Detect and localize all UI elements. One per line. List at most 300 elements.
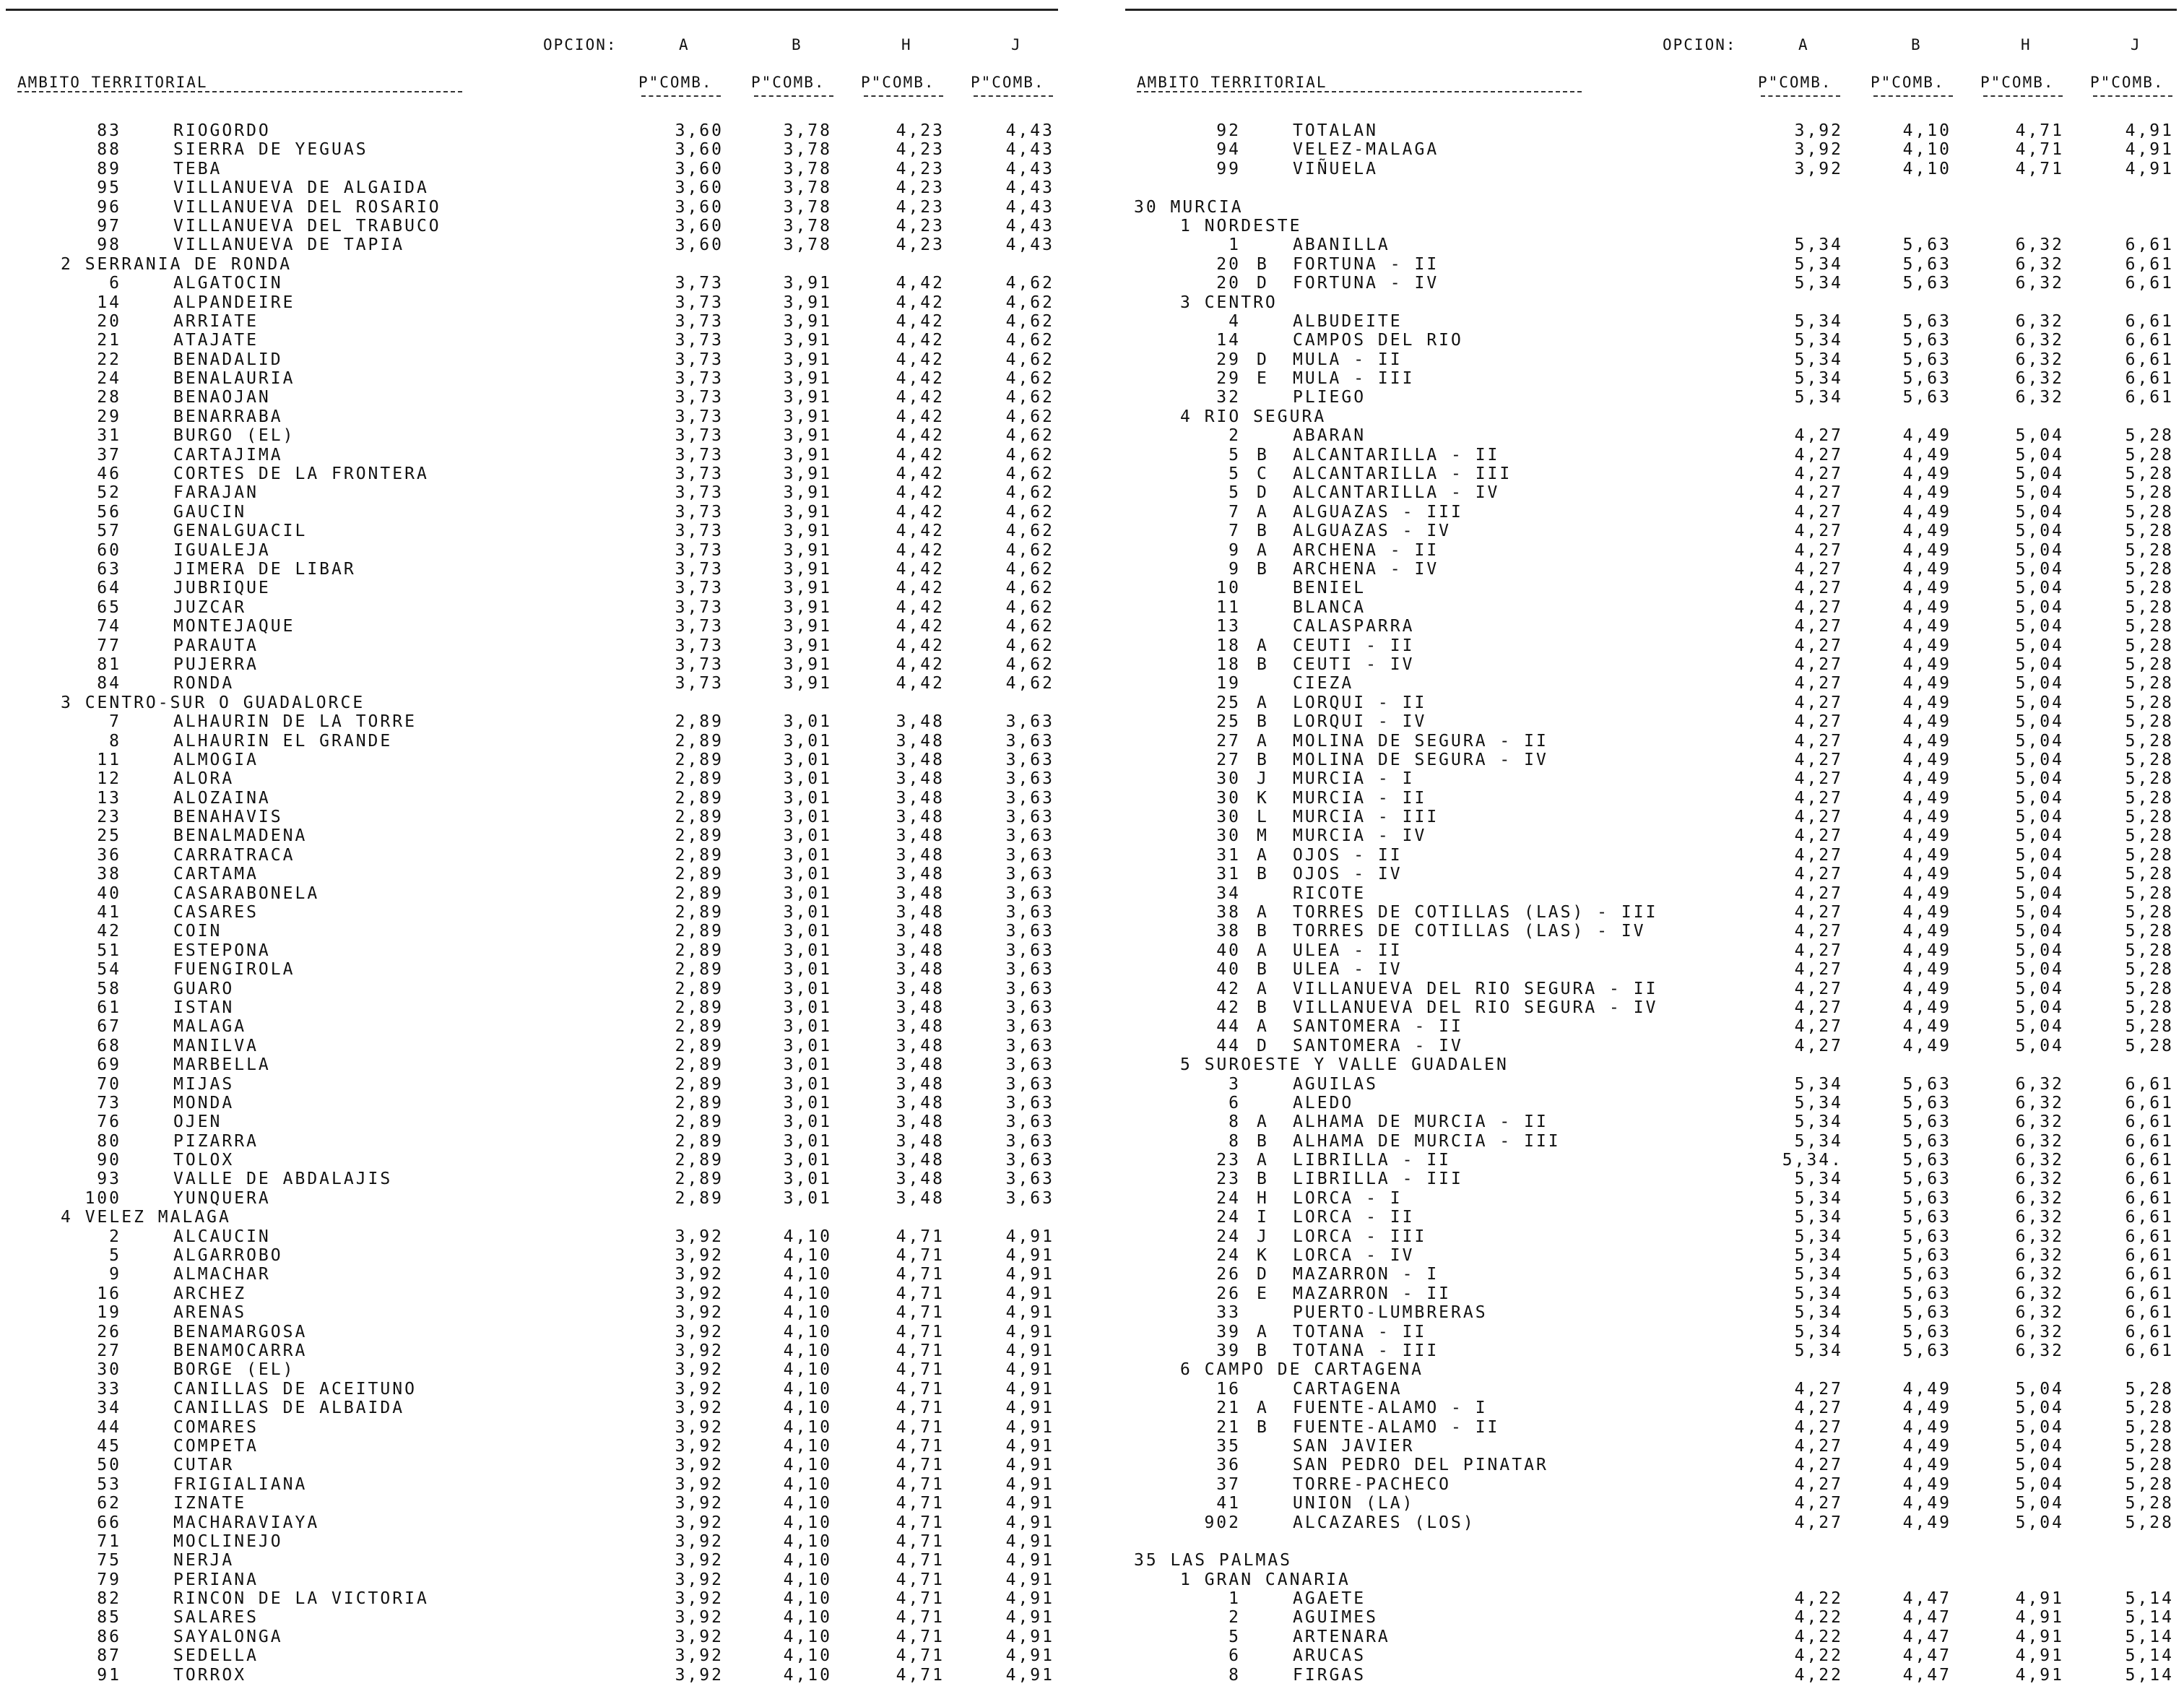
value-j: 5,28: [2125, 845, 2174, 865]
value-h: 5,04: [2015, 579, 2064, 598]
value-j: 3,63: [1005, 960, 1054, 980]
municipality-code: 41: [97, 903, 121, 922]
value-h: 4,42: [896, 464, 945, 484]
value-h: 5,04: [2015, 674, 2064, 693]
value-b: 4,49: [1902, 922, 1951, 941]
municipality-code: 32: [1216, 388, 1241, 407]
municipality-name: CASARES: [173, 903, 259, 922]
value-b: 3,01: [783, 1017, 832, 1037]
value-j: 5,28: [2125, 865, 2174, 884]
municipality-code: 25: [97, 826, 121, 846]
value-j: 4,62: [1005, 293, 1054, 312]
table-row: [0, 980, 1065, 998]
value-j: 4,62: [1005, 311, 1054, 331]
municipality-name: BENAMARGOSA: [173, 1322, 308, 1341]
municipality-name: MANILVA: [173, 1036, 259, 1055]
municipality-code: 31: [1216, 865, 1241, 884]
table-row: [1119, 903, 2184, 922]
value-h: 3,48: [896, 826, 945, 846]
header-underline: [1137, 91, 1582, 92]
municipality-name: MONDA: [173, 1093, 235, 1112]
municipality-code: 6: [1228, 1646, 1241, 1666]
value-b: 3,01: [783, 960, 832, 980]
table-row: [0, 1112, 1065, 1131]
value-b: 4,47: [1902, 1627, 1951, 1646]
value-j: 3,63: [1005, 788, 1054, 808]
value-h: 4,71: [896, 1379, 945, 1399]
value-j: 3,63: [1005, 845, 1054, 865]
value-a: 4,27: [1794, 559, 1843, 579]
value-h: 5,04: [2015, 693, 2064, 712]
code-suffix: B: [1257, 998, 1269, 1017]
value-b: 4,10: [783, 1436, 832, 1456]
municipality-code: 42: [97, 922, 121, 941]
value-j: 5,28: [2125, 1036, 2174, 1055]
municipality-code: 8: [1228, 1131, 1241, 1151]
value-j: 6,61: [2125, 1074, 2174, 1094]
value-a: 4,27: [1794, 979, 1843, 998]
value-a: 3,92: [675, 1474, 724, 1494]
table-row: [0, 1513, 1065, 1532]
municipality-code: 5: [1228, 1627, 1241, 1646]
value-a: 3,60: [675, 121, 724, 140]
code-suffix: A: [1257, 1322, 1269, 1341]
municipality-name: ALHAMA DE MURCIA - II: [1293, 1112, 1548, 1132]
value-a: 3,73: [675, 445, 724, 464]
municipality-name: PERIANA: [173, 1570, 259, 1589]
municipality-name: IGUALEJA: [173, 540, 271, 560]
value-h: 6,32: [2015, 1227, 2064, 1246]
value-b: 3,01: [783, 1151, 832, 1170]
value-j: 3,63: [1005, 712, 1054, 732]
value-j: 3,63: [1005, 941, 1054, 960]
value-b: 4,49: [1902, 693, 1951, 712]
value-b: 5,63: [1902, 369, 1951, 389]
value-b: 5,63: [1902, 1208, 1951, 1227]
code-suffix: B: [1257, 960, 1269, 980]
value-b: 4,10: [1902, 121, 1951, 140]
value-a: 4,27: [1794, 636, 1843, 655]
table-row: [1119, 884, 2184, 903]
value-b: 4,49: [1902, 674, 1951, 693]
value-b: 5,63: [1902, 1284, 1951, 1303]
header-underline: [641, 95, 721, 97]
code-suffix: E: [1257, 369, 1269, 389]
code-suffix: B: [1257, 1341, 1269, 1360]
value-a: 4,27: [1794, 597, 1843, 617]
value-b: 3,01: [783, 941, 832, 960]
value-h: 4,42: [896, 579, 945, 598]
value-j: 6,61: [2125, 1341, 2174, 1360]
value-j: 3,63: [1005, 1055, 1054, 1075]
value-h: 4,42: [896, 445, 945, 464]
value-a: 3,73: [675, 388, 724, 407]
table-row: [0, 884, 1065, 903]
value-h: 5,04: [2015, 1017, 2064, 1037]
code-suffix: C: [1257, 464, 1269, 484]
value-b: 4,10: [783, 1399, 832, 1418]
municipality-code: 25: [1216, 693, 1241, 712]
municipality-code: 58: [97, 979, 121, 998]
value-j: 4,91: [1005, 1589, 1054, 1609]
value-b: 5,63: [1902, 1265, 1951, 1284]
value-j: 6,61: [2125, 1265, 2174, 1284]
municipality-name: ALGARROBO: [173, 1246, 283, 1266]
municipality-code: 85: [97, 1608, 121, 1628]
municipality-name: ALHAURIN EL GRANDE: [173, 731, 393, 751]
value-b: 4,10: [1902, 140, 1951, 160]
header-underline: [17, 91, 462, 92]
code-suffix: A: [1257, 1112, 1269, 1132]
value-b: 4,10: [783, 1551, 832, 1570]
value-a: 4,27: [1794, 712, 1843, 732]
municipality-code: 23: [97, 808, 121, 827]
table-row: [0, 541, 1065, 560]
table-row: [0, 712, 1065, 731]
municipality-name: TORRES DE COTILLAS (LAS) - III: [1293, 903, 1658, 922]
value-j: 5,28: [2125, 522, 2174, 541]
value-b: 4,49: [1902, 617, 1951, 636]
value-b: 3,78: [783, 159, 832, 178]
value-a: 2,89: [675, 903, 724, 922]
value-j: 5,28: [2125, 617, 2174, 636]
value-h: 5,04: [2015, 1036, 2064, 1055]
municipality-name: ARCHEZ: [173, 1284, 247, 1303]
header-underline: [1983, 95, 2063, 97]
value-j: 3,63: [1005, 979, 1054, 998]
table-row: [0, 464, 1065, 483]
table-row: [0, 1570, 1065, 1589]
municipality-code: 93: [97, 1170, 121, 1189]
municipality-code: 98: [97, 235, 121, 255]
value-a: 5,34: [1794, 1131, 1843, 1151]
value-j: 4,62: [1005, 369, 1054, 389]
value-j: 4,43: [1005, 197, 1054, 217]
table-row: [0, 751, 1065, 769]
municipality-code: 28: [97, 388, 121, 407]
value-b: 5,63: [1902, 311, 1951, 331]
value-h: 4,91: [2015, 1646, 2064, 1666]
value-j: 4,62: [1005, 388, 1054, 407]
value-a: 5,34: [1794, 388, 1843, 407]
value-a: 4,27: [1794, 522, 1843, 541]
municipality-name: ABARAN: [1293, 426, 1366, 446]
value-b: 4,10: [783, 1531, 832, 1551]
value-b: 4,10: [783, 1646, 832, 1666]
municipality-name: ALEDO: [1293, 1093, 1354, 1112]
comarca-heading: [0, 1208, 1065, 1227]
value-h: 4,71: [2015, 121, 2064, 140]
value-j: 4,91: [2125, 140, 2174, 160]
municipality-name: AGUIMES: [1293, 1608, 1378, 1628]
value-j: 5,28: [2125, 960, 2174, 980]
value-h: 4,71: [896, 1284, 945, 1303]
value-j: 6,61: [2125, 1151, 2174, 1170]
municipality-name: LORCA - IV: [1293, 1246, 1415, 1266]
table-row: [1119, 426, 2184, 445]
value-j: 4,62: [1005, 674, 1054, 693]
municipality-name: SAN PEDRO DEL PINATAR: [1293, 1456, 1548, 1475]
value-a: 3,60: [675, 140, 724, 160]
value-j: 5,28: [2125, 502, 2174, 522]
municipality-code: 4: [1228, 311, 1241, 331]
code-suffix: I: [1257, 1208, 1269, 1227]
value-h: 5,04: [2015, 845, 2064, 865]
table-row: [1119, 1589, 2184, 1608]
option-j-label: J: [2131, 36, 2141, 53]
municipality-name: LORCA - II: [1293, 1208, 1415, 1227]
value-j: 4,91: [2125, 159, 2174, 178]
comarca-name: 1 GRAN CANARIA: [1180, 1570, 1351, 1589]
value-b: 4,49: [1902, 1017, 1951, 1037]
municipality-code: 23: [1216, 1170, 1241, 1189]
value-h: 5,04: [2015, 788, 2064, 808]
value-j: 6,61: [2125, 1246, 2174, 1266]
value-b: 4,49: [1902, 941, 1951, 960]
value-a: 3,73: [675, 540, 724, 560]
table-row: [0, 274, 1065, 293]
municipality-code: 71: [97, 1531, 121, 1551]
municipality-code: 88: [97, 140, 121, 160]
value-b: 4,10: [783, 1417, 832, 1437]
table-row: [0, 217, 1065, 235]
value-j: 3,63: [1005, 865, 1054, 884]
value-h: 4,71: [896, 1322, 945, 1341]
table-row: [1119, 1112, 2184, 1131]
option-b-label: B: [792, 36, 802, 53]
value-b: 3,91: [783, 674, 832, 693]
table-row: [1119, 235, 2184, 254]
municipality-code: 30: [1216, 826, 1241, 846]
table-row: [1119, 1380, 2184, 1399]
table-row: [1119, 1494, 2184, 1513]
value-j: 4,43: [1005, 216, 1054, 235]
table-row: [1119, 865, 2184, 883]
value-h: 3,48: [896, 731, 945, 751]
value-b: 4,10: [783, 1322, 832, 1341]
value-b: 4,49: [1902, 788, 1951, 808]
table-row: [1119, 846, 2184, 865]
value-h: 3,48: [896, 922, 945, 941]
municipality-code: 75: [97, 1551, 121, 1570]
municipality-name: MURCIA - III: [1293, 808, 1439, 827]
header-underline: [974, 95, 1053, 97]
value-j: 4,91: [1005, 1570, 1054, 1589]
value-b: 3,91: [783, 274, 832, 293]
value-j: 6,61: [2125, 1188, 2174, 1208]
table-row: [1119, 1265, 2184, 1284]
table-row: [1119, 808, 2184, 826]
code-suffix: L: [1257, 808, 1269, 827]
code-suffix: A: [1257, 693, 1269, 712]
value-a: 2,89: [675, 1131, 724, 1151]
value-b: 3,01: [783, 712, 832, 732]
value-j: 3,63: [1005, 731, 1054, 751]
municipality-code: 35: [1216, 1436, 1241, 1456]
municipality-name: PUERTO-LUMBRERAS: [1293, 1303, 1488, 1323]
municipality-name: CEUTI - IV: [1293, 654, 1415, 674]
value-j: 5,14: [2125, 1627, 2174, 1646]
value-a: 3,60: [675, 216, 724, 235]
table-row: [0, 198, 1065, 217]
municipality-code: 9: [1228, 540, 1241, 560]
value-a: 3,73: [675, 483, 724, 503]
municipality-code: 52: [97, 483, 121, 503]
value-j: 5,28: [2125, 597, 2174, 617]
value-a: 2,89: [675, 922, 724, 941]
value-a: 3,60: [675, 178, 724, 198]
municipality-name: ALMACHAR: [173, 1265, 271, 1284]
value-j: 4,62: [1005, 654, 1054, 674]
municipality-name: TOTALAN: [1293, 121, 1378, 140]
municipality-name: BURGO (EL): [173, 426, 295, 446]
spacer-row: [1119, 1532, 2184, 1551]
value-j: 4,91: [1005, 1436, 1054, 1456]
comarca-heading: [1119, 407, 2184, 426]
municipality-code: 80: [97, 1131, 121, 1151]
municipality-code: 42: [1216, 979, 1241, 998]
comarca-heading: [1119, 1570, 2184, 1589]
municipality-name: RINCON DE LA VICTORIA: [173, 1589, 429, 1609]
municipality-name: YUNQUERA: [173, 1188, 271, 1208]
value-h: 3,48: [896, 808, 945, 827]
pcomb-header-j: P"COMB.: [2090, 74, 2164, 91]
table-row: [1119, 1323, 2184, 1341]
municipality-code: 13: [1216, 617, 1241, 636]
value-h: 4,23: [896, 159, 945, 178]
municipality-code: 45: [97, 1436, 121, 1456]
value-h: 5,04: [2015, 1436, 2064, 1456]
value-h: 4,91: [2015, 1627, 2064, 1646]
municipality-name: MOCLINEJO: [173, 1531, 283, 1551]
value-h: 5,04: [2015, 636, 2064, 655]
value-b: 3,01: [783, 1036, 832, 1055]
table-row: [1119, 312, 2184, 331]
value-j: 4,62: [1005, 350, 1054, 369]
value-a: 3,92: [675, 1246, 724, 1266]
municipality-code: 63: [97, 559, 121, 579]
table-row: [0, 426, 1065, 445]
value-j: 5,28: [2125, 998, 2174, 1017]
value-j: 4,91: [1005, 1322, 1054, 1341]
value-h: 4,91: [2015, 1608, 2064, 1628]
value-a: 5,34: [1794, 1170, 1843, 1189]
municipality-name: BENADALID: [173, 350, 283, 369]
comarca-name: 3 CENTRO: [1180, 293, 1278, 312]
value-a: 4,27: [1794, 1017, 1843, 1037]
code-suffix: B: [1257, 445, 1269, 464]
value-j: 3,63: [1005, 1093, 1054, 1112]
municipality-code: 26: [97, 1322, 121, 1341]
value-a: 3,73: [675, 597, 724, 617]
value-j: 5,28: [2125, 674, 2174, 693]
table-row: [1119, 274, 2184, 293]
value-h: 5,04: [2015, 597, 2064, 617]
value-h: 6,32: [2015, 331, 2064, 350]
municipality-name: COMPETA: [173, 1436, 259, 1456]
value-a: 2,89: [675, 1017, 724, 1037]
table-row: [1119, 1170, 2184, 1188]
table-row: [1119, 789, 2184, 808]
value-a: 3,92: [675, 1341, 724, 1360]
table-row: [0, 998, 1065, 1017]
value-b: 4,49: [1902, 597, 1951, 617]
value-j: 5,14: [2125, 1665, 2174, 1685]
table-row: [0, 1265, 1065, 1284]
municipality-code: 30: [1216, 788, 1241, 808]
value-b: 4,10: [783, 1227, 832, 1246]
value-j: 4,91: [1005, 1494, 1054, 1513]
value-b: 5,63: [1902, 1227, 1951, 1246]
value-j: 4,91: [1005, 1513, 1054, 1532]
municipality-code: 29: [97, 407, 121, 426]
municipality-name: OJOS - IV: [1293, 865, 1403, 884]
municipality-code: 11: [1216, 597, 1241, 617]
table-row: [1119, 1437, 2184, 1456]
opcion-label: OPCION:: [1663, 36, 1737, 53]
municipality-name: ALGATOCIN: [173, 274, 283, 293]
comarca-name: 6 CAMPO DE CARTAGENA: [1180, 1360, 1424, 1380]
value-b: 4,49: [1902, 1436, 1951, 1456]
municipality-name: ARCHENA - IV: [1293, 559, 1439, 579]
municipality-code: 38: [1216, 903, 1241, 922]
municipality-name: CANILLAS DE ACEITUNO: [173, 1379, 417, 1399]
value-b: 4,49: [1902, 731, 1951, 751]
municipality-name: RIOGORDO: [173, 121, 271, 140]
municipality-code: 6: [1228, 1093, 1241, 1112]
municipality-code: 30: [97, 1360, 121, 1380]
table-row: [1119, 255, 2184, 274]
value-a: 3,73: [675, 636, 724, 655]
value-h: 4,42: [896, 331, 945, 350]
value-h: 5,04: [2015, 617, 2064, 636]
municipality-code: 33: [1216, 1303, 1241, 1323]
value-h: 4,42: [896, 293, 945, 312]
table-row: [1119, 483, 2184, 502]
value-j: 6,61: [2125, 1170, 2174, 1189]
code-suffix: A: [1257, 1017, 1269, 1037]
municipality-name: MACHARAVIAYA: [173, 1513, 320, 1532]
value-h: 5,04: [2015, 1456, 2064, 1475]
value-b: 4,10: [783, 1665, 832, 1685]
table-row: [1119, 980, 2184, 998]
code-suffix: M: [1257, 826, 1269, 846]
value-b: 3,91: [783, 331, 832, 350]
municipality-code: 94: [1216, 140, 1241, 160]
value-a: 4,27: [1794, 750, 1843, 769]
value-h: 5,04: [2015, 808, 2064, 827]
value-a: 4,27: [1794, 1513, 1843, 1532]
value-h: 4,42: [896, 483, 945, 503]
top-rule: [6, 9, 1058, 11]
pcomb-header-a: P"COMB.: [1758, 74, 1832, 91]
municipality-code: 40: [97, 883, 121, 903]
table-row: [1119, 1094, 2184, 1112]
value-j: 5,28: [2125, 636, 2174, 655]
value-j: 4,91: [1005, 1627, 1054, 1646]
table-row: [1119, 503, 2184, 522]
value-h: 3,48: [896, 750, 945, 769]
municipality-code: 100: [84, 1188, 121, 1208]
code-suffix: B: [1257, 254, 1269, 274]
municipality-name: MOLINA DE SEGURA - IV: [1293, 750, 1548, 769]
municipality-code: 20: [1216, 254, 1241, 274]
value-a: 5,34: [1794, 350, 1843, 369]
value-a: 3,92: [675, 1417, 724, 1437]
value-b: 3,01: [783, 1055, 832, 1075]
municipality-code: 27: [97, 1341, 121, 1360]
value-a: 3,73: [675, 654, 724, 674]
